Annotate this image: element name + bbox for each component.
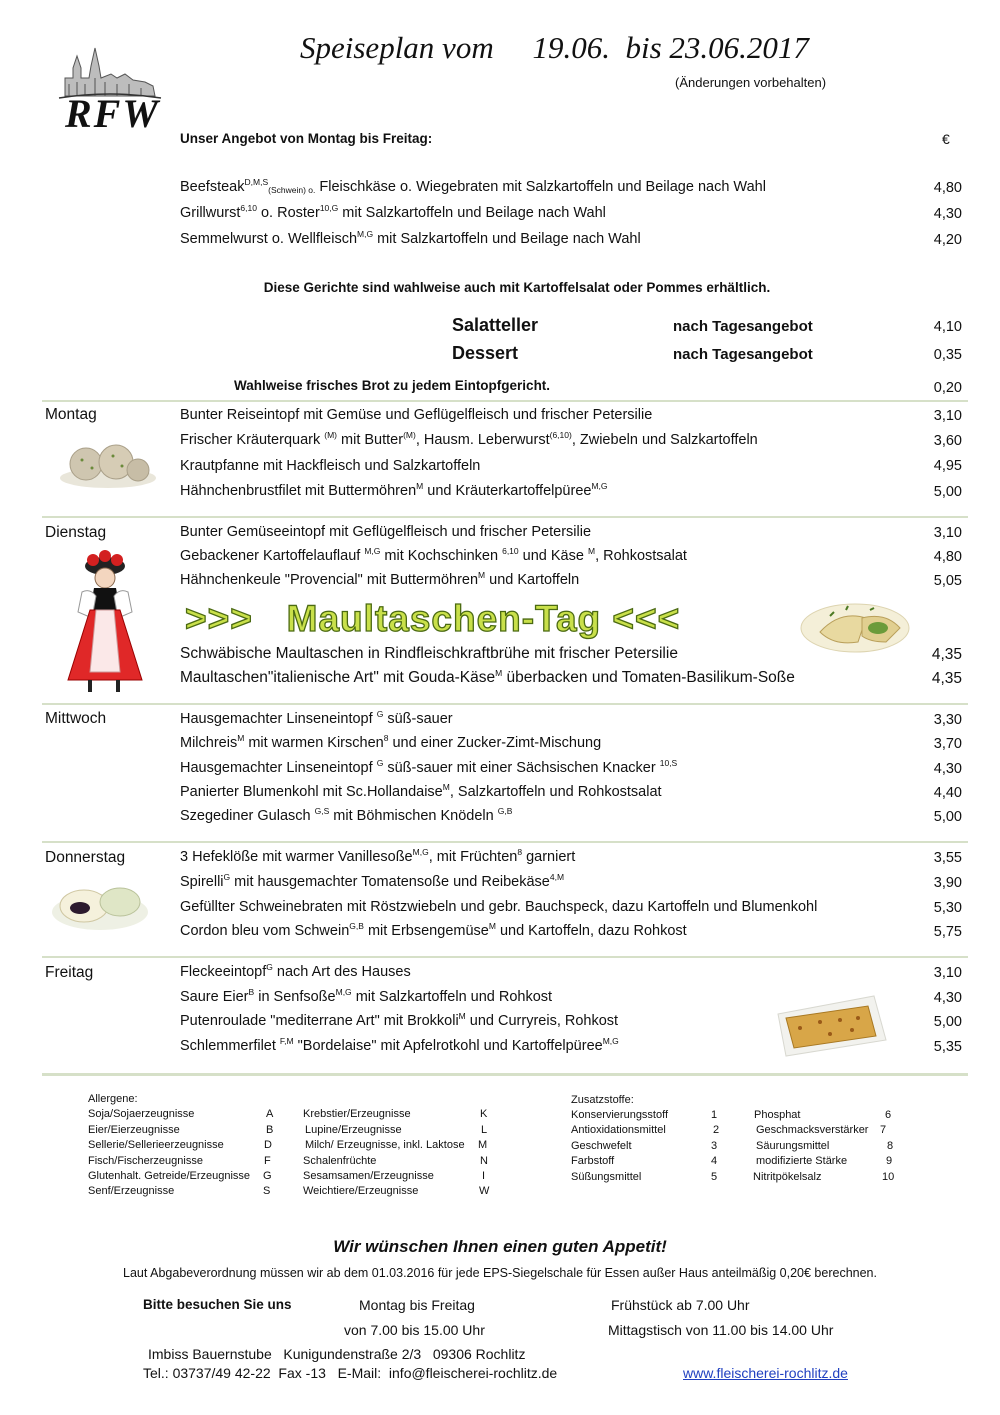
allergen-name: Milch/ Erzeugnisse, inkl. Laktose [305, 1139, 465, 1151]
additive-name: Phosphat [754, 1109, 801, 1121]
allergen-code: S [263, 1185, 271, 1197]
salatteller-price: 4,10 [933, 319, 962, 335]
allergen-name: Sesamsamen/Erzeugnisse [303, 1170, 434, 1182]
additive-name: Antioxidationsmittel [571, 1124, 666, 1136]
brot-price: 0,20 [933, 380, 962, 396]
menu-item: Panierter Blumenkohl mit Sc.Hollandaise$^M$, Salzkartoffeln und Rohkostsalat [180, 782, 662, 800]
allergen-name: Fisch/Fischerzeugnisse [88, 1155, 203, 1167]
brot-note: Wahlweise frisches Brot zu jedem Eintopfgericht. [234, 378, 551, 393]
divider [42, 841, 968, 843]
dumplings-image [58, 436, 158, 496]
allergen-name: Krebstier/Erzeugnisse [303, 1108, 411, 1120]
menu-item: Hausgemachter Linseneintopf $^G$ süß-sauer mit einer Sächsischen Knacker $^{10,S}$ [180, 758, 678, 776]
website-link[interactable]: www.fleischerei-rochlitz.de [683, 1365, 848, 1381]
menu-item: Krautpfanne mit Hackfleisch und Salzkartoffeln [180, 458, 481, 474]
menu-price: 3,55 [933, 850, 962, 866]
menu-item: Hähnchenbrustfilet mit Buttermöhren$^M$ und Kräuterkartoffelpüree$^{M,G}$ [180, 481, 608, 499]
allergen-code: A [266, 1108, 274, 1120]
dessert-price: 0,35 [933, 347, 962, 363]
additive-code: 6 [885, 1109, 892, 1121]
day-label-montag: Montag [45, 406, 97, 423]
rfw-logo [55, 38, 165, 148]
menu-item: Saure Eier$^B$ in Senfsoße$^{M,G}$ mit Salzkartoffeln und Rohkost [180, 987, 553, 1005]
menu-item: Putenroulade "mediterrane Art" mit Brokkoli$^M$ und Curryreis, Rohkost [180, 1011, 619, 1029]
menu-price: 4,35 [931, 670, 962, 687]
menu-price: 4,30 [933, 990, 962, 1006]
additive-code: 3 [711, 1140, 718, 1152]
allergen-code: L [481, 1124, 488, 1136]
allergen-name: Sellerie/Sellerieerzeugnisse [88, 1139, 224, 1151]
allergen-name: Glutenhalt. Getreide/Erzeugnisse [88, 1170, 251, 1182]
day-label-mittwoch: Mittwoch [45, 710, 107, 727]
additive-code: 1 [711, 1109, 718, 1121]
menu-price: 4,95 [933, 458, 962, 474]
menu-price: 3,90 [933, 875, 962, 891]
menu-price: 5,30 [933, 900, 962, 916]
contact-info: Tel.: 03737/49 42-22 Fax -13 E-Mail: info@fleischerei-rochlitz.de [143, 1365, 558, 1381]
packaging-notice: Laut Abgabeverordnung müssen wir ab dem 01.03.2016 für jede EPS-Siegelschale für Essen außer Haus anteilmäßig 0,20€ berechnen. [123, 1266, 877, 1280]
offer-price: 4,20 [933, 232, 962, 248]
menu-item: Hähnchenkeule "Provencial" mit Buttermöhren$^M$ und Kartoffeln [180, 570, 580, 588]
additive-name: Geschmacksverstärker [756, 1124, 869, 1136]
additive-code: 2 [713, 1124, 720, 1136]
menu-item: Fleckeeintopf$^G$ nach Art des Hauses [180, 962, 411, 980]
menu-item: Spirelli$^G$ mit hausgemachter Tomatensoße und Reibekäse$^{4,M}$ [180, 872, 565, 890]
allergen-code: K [480, 1108, 488, 1120]
menu-price: 5,00 [933, 1014, 962, 1030]
menu-item: Gebackener Kartoffelauflauf $^{M,G}$ mit Kochschinken $^{6,10}$ und Käse $^M$, Rohkostsalat [180, 546, 687, 564]
menu-price: 4,35 [931, 646, 962, 663]
menu-price: 5,75 [933, 924, 962, 940]
allergen-name: Soja/Sojaerzeugnisse [88, 1108, 195, 1120]
divider [42, 400, 968, 402]
changes-note: (Änderungen vorbehalten) [675, 75, 827, 90]
allergen-name: Senf/Erzeugnisse [88, 1185, 175, 1197]
logo-text: RFW [65, 91, 160, 136]
salatteller-desc: nach Tagesangebot [673, 318, 813, 335]
address: Imbiss Bauernstube Kunigundenstraße 2/3 09306 Rochlitz [148, 1346, 526, 1362]
menu-item: Szegediner Gulasch $^{G,S}$ mit Böhmischen Knödeln $^{G,B}$ [180, 806, 513, 824]
appetit-message: Wir wünschen Ihnen einen guten Appetit! [333, 1237, 667, 1256]
menu-item: Frischer Kräuterquark $^{(M)}$ mit Butter$^{(M)}$, Hausm. Leberwurst$^{(6,10)}$, Zwiebeln und Salzkartoffeln [180, 430, 758, 448]
menu-price: 5,35 [933, 1039, 962, 1055]
breakfast-hours: Frühstück ab 7.00 Uhr [611, 1297, 750, 1313]
lunch-hours: Mittagstisch von 11.00 bis 14.00 Uhr [608, 1322, 834, 1338]
menu-item: Gefüllter Schweinebraten mit Röstzwiebeln und gebr. Bauchspeck, dazu Kartoffeln und Blumenkohl [180, 899, 818, 915]
currency-header: € [942, 131, 950, 147]
maultaschen-image [800, 596, 910, 659]
visit-label: Bitte besuchen Sie uns [143, 1297, 292, 1312]
divider [42, 1073, 968, 1076]
menu-price: 5,00 [933, 809, 962, 825]
dessert-label: Dessert [452, 343, 519, 363]
allergen-name: Schalenfrüchte [303, 1155, 377, 1167]
allergen-code: F [264, 1155, 271, 1167]
menu-item: Hausgemachter Linseneintopf $^G$ süß-sauer [180, 709, 453, 727]
opening-days: Montag bis Freitag [359, 1297, 475, 1313]
additive-name: Nitritpökelsalz [753, 1171, 822, 1183]
allergen-name: Lupine/Erzeugnisse [305, 1124, 402, 1136]
offer-item: Grillwurst$^{6,10}$ o. Roster$^{10,G}$ mit Salzkartoffeln und Beilage nach Wahl [180, 203, 606, 221]
additive-name: modifizierte Stärke [756, 1155, 848, 1167]
page-title: Speiseplan vom 19.06. bis 23.06.2017 [300, 30, 809, 65]
offer-item: Semmelwurst o. Wellfleisch$^{M,G}$ mit Salzkartoffeln und Beilage nach Wahl [180, 229, 641, 247]
menu-price: 4,80 [933, 549, 962, 565]
opening-hours: von 7.00 bis 15.00 Uhr [344, 1322, 485, 1338]
divider [42, 516, 968, 518]
menu-item: Milchreis$^M$ mit warmen Kirschen$^8$ und einer Zucker-Zimt-Mischung [180, 733, 602, 751]
allergen-code: M [478, 1139, 488, 1151]
allergen-code: G [263, 1170, 272, 1182]
additives-heading: Zusatzstoffe: [571, 1094, 634, 1106]
divider [42, 956, 968, 958]
allergen-name: Weichtiere/Erzeugnisse [303, 1185, 419, 1197]
offer-price: 4,30 [933, 206, 962, 222]
menu-item: Maultaschen"italienische Art" mit Gouda-Käse$^M$ überbacken und Tomaten-Basilikum-Soße [180, 668, 795, 686]
salatteller-label: Salatteller [452, 315, 539, 335]
additive-code: 4 [711, 1155, 718, 1167]
additive-code: 5 [711, 1171, 718, 1183]
menu-price: 3,10 [933, 408, 962, 424]
additive-code: 10 [882, 1171, 895, 1183]
menu-price: 3,60 [933, 433, 962, 449]
additive-code: 7 [880, 1124, 887, 1136]
divider [42, 703, 968, 705]
menu-item: Schwäbische Maultaschen in Rindfleischkraftbrühe mit frischer Petersilie [180, 645, 678, 662]
menu-price: 5,00 [933, 484, 962, 500]
menu-price: 5,05 [933, 573, 962, 589]
day-label-donnerstag: Donnerstag [45, 849, 126, 866]
allergen-code: B [266, 1124, 274, 1136]
offer-note: Diese Gerichte sind wahlweise auch mit Kartoffelsalat oder Pommes erhältlich. [263, 280, 771, 295]
allergens-heading: Allergene: [88, 1093, 138, 1105]
allergen-name: Eier/Eierzeugnisse [88, 1124, 180, 1136]
day-label-dienstag: Dienstag [45, 524, 107, 541]
allergen-code: W [479, 1185, 490, 1197]
additive-name: Säurungsmittel [756, 1140, 830, 1152]
menu-item: Cordon bleu vom Schwein$^{G,B}$ mit Erbsengemüse$^M$ und Kartoffeln, dazu Rohkost [180, 921, 687, 939]
additive-code: 8 [887, 1140, 894, 1152]
additive-name: Süßungsmittel [571, 1171, 642, 1183]
offer-price: 4,80 [933, 180, 962, 196]
menu-price: 3,30 [933, 712, 962, 728]
menu-item: Bunter Reiseintopf mit Gemüse und Geflügelfleisch und frischer Petersilie [180, 407, 653, 423]
allergen-code: I [482, 1170, 486, 1182]
menu-price: 3,10 [933, 965, 962, 981]
offer-item: Beefsteak$^{D,M,S}_{(Schwein) o.}$ Fleischkäse o. Wiegebraten mit Salzkartoffeln und Beilage nach Wahl [180, 177, 766, 195]
additive-name: Farbstoff [571, 1155, 615, 1167]
allergen-code: N [480, 1155, 488, 1167]
maultaschen-tag-banner: >>> Maultaschen-Tag <<< [185, 598, 681, 639]
menu-item: Bunter Gemüseeintopf mit Geflügelfleisch und frischer Petersilie [180, 524, 592, 540]
menu-item: 3 Hefeklöße mit warmer Vanillesoße$^{M,G}$, mit Früchten$^8$ garniert [180, 847, 576, 865]
menu-price: 4,30 [933, 761, 962, 777]
additive-name: Geschwefelt [571, 1140, 632, 1152]
menu-price: 3,10 [933, 525, 962, 541]
fish-fillet-image [770, 990, 890, 1067]
additive-code: 9 [886, 1155, 893, 1167]
day-label-freitag: Freitag [45, 964, 94, 981]
offer-heading: Unser Angebot von Montag bis Freitag: [180, 131, 433, 146]
additive-name: Konservierungsstoff [571, 1109, 669, 1121]
menu-price: 3,70 [933, 736, 962, 752]
allergen-code: D [264, 1139, 272, 1151]
dessert-desc: nach Tagesangebot [673, 346, 813, 363]
menu-price: 4,40 [933, 785, 962, 801]
menu-item: Schlemmerfilet $^{F,M}$ "Bordelaise" mit Apfelrotkohl und Kartoffelpüree$^{M,G}$ [180, 1036, 619, 1054]
yeast-dumplings-image [50, 872, 150, 939]
traditional-costume-girl-image [60, 548, 150, 701]
